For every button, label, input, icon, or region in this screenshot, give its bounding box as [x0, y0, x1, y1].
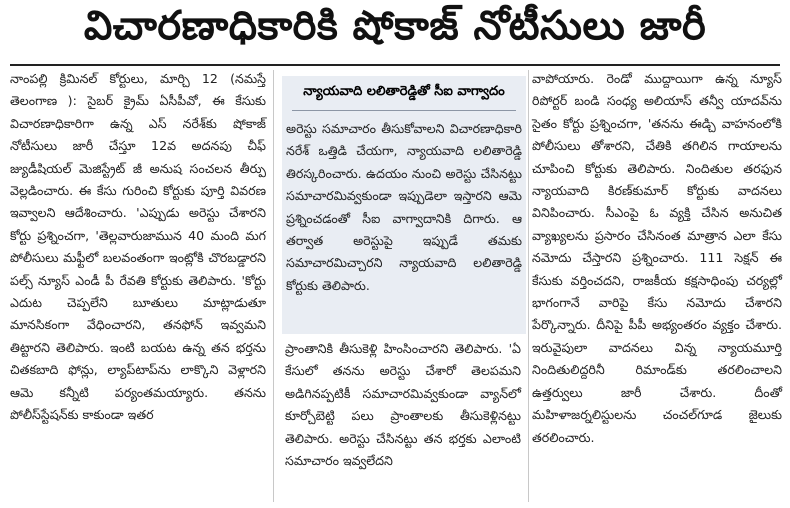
sidebar-title: న్యాయవాది లలితారెడ్డితో సీఐ వాగ్వాదం — [303, 84, 505, 99]
headline-rule — [10, 64, 780, 66]
sidebar-body — [286, 118, 522, 297]
column-divider — [273, 70, 274, 502]
column-3-text: వాపోయారు. రెండో ముద్దాయిగా ఉన్న న్యూస్ రిపోర్టర్ బండి సంధ్య అలియాస్ తన్వీ యాదవ్‌ను సైతం కోర్టు ప్రశ్నించగా, 'తనను ఈడ్చి వాహనంలోకి పోలీసులు తోశారని, చేతికి తగిలిన గాయాలను చూపించి కోర్టుకు తెలిపారు. నిందితుల తరఫున న్యాయవాది కిరణ్‌కుమార్ కోర్టుకు వాదనలు వినిపించారు. సీఎంపై ఓ వ్యక్తి చేసిన అనుచిత వ్యాఖ్యలను ప్రసారం చేసినంత మాత్రాన ఎలా కేసు నమోదు చేస్తారని ప్రశ్నించారు. 111 సెక్షన్ ఈ కేసుకు వర్తించదని, రాజకీయ కక్షసాధింపు చర్యల్లో భాగంగానే వారిపై కేసు నమోదు చేశారని పేర్కొన్నారు. దీనిపై పీపీ అభ్యంతరం వ్యక్తం చేశారు. ఇరువైపులా వాదనలు విన్న న్యాయమూర్తి నిందితులిద్దరినీ రిమాండ్‌కు తరలించాలని ఉత్తర్వులు జారీ చేశారు. దీంతో మహిళాజర్నలిస్టులను చంచల్‌గూడ జైలుకు తరలించారు. — [532, 71, 782, 445]
sidebar-text: అరెస్టు సమాచారం తీసుకోవాలని విచారణాధికారి నరేశ్ ఒత్తిడి చేయగా, న్యాయవాది లలితారెడ్డి తిరస్కరించారు. ఉదయం నుంచి అరెస్టు చేసినట్టు సమాచారమివ్వకుండా ఇప్పుడెలా ఇస్తారని ఆమె ప్రశ్నించడంతో సీఐ వాగ్వాదానికి దిగారు. ఆ తర్వాత అరెస్టుపై ఇప్పుడే తమకు సమాచారమిచ్చారని న్యాయవాది లలితారెడ్డి కోర్టుకు తెలిపారు. — [286, 121, 522, 293]
headline: విచారణాధికారికి షోకాజ్ నోటీసులు జారీ — [83, 3, 707, 49]
article-column-2 — [285, 338, 521, 472]
sidebar-rule — [292, 110, 516, 111]
article-column-1 — [10, 68, 266, 502]
column-divider — [528, 70, 529, 502]
column-1-text: నాంపల్లి క్రిమినల్ కోర్టులు, మార్చి 12 (నమస్తే తెలంగాణ ): సైబర్ క్రైమ్ ఏసీపీవో, ఈ కేసుకు విచారణాధికారిగా ఉన్న ఎస్ నరేశ్‌కు షోకాజ్ నోటీసులు జారీ చేస్తూ 12వ అదనపు చీఫ్ జ్యుడీషియల్ మెజిస్ట్రేట్ జీ అనుష సంచలన తీర్పు వెల్లడించారు. ఈ కేసు గురించి కోర్టుకు పూర్తి వివరణ ఇవ్వాలని ఆదేశించారు. 'ఎప్పుడు అరెస్టు చేశారని కోర్టు ప్రశ్నించగా, 'తెల్లవారుజామున 40 మంది మగ పోలీసులు మఫ్టీలో బలవంతంగా ఇంట్లోకి చొరబడ్డారని పల్స్ న్యూస్ ఎండీ పీ రేవతి కోర్టుకు తెలిపారు. 'కోర్టు ఎదుట చెప్పలేని బూతులు మాట్లాడుతూ మానసికంగా వేధించారని, తనఫోన్ ఇవ్వమని తిట్టారని తెలిపారు. ఇంటి బయట ఉన్న తన భర్తను చితకబాది ఫోన్లు, ల్యాప్‌టాప్‌ను లాక్కొని వెళ్లారని ఆమె కన్నీటి పర్యంతమయ్యారు. తనను పోలీస్‌స్టేషన్‌కు కాకుండా ఇతర — [10, 71, 266, 423]
article-column-3 — [532, 68, 782, 449]
column-2-text: ప్రాంతానికి తీసుకెళ్లి హింసించారని తెలిపారు. 'ఏ కేసులో తనను అరెస్టు చేశారో తెలపమని అడిగినప్పటికీ సమాచారమివ్వకుండా వ్యాన్‌లో కూర్చోబెట్టి పలు ప్రాంతాలకు తీసుకెళ్లినట్టు తెలిపారు. అరెస్టు చేసినట్టు తన భర్తకు ఎలాంటి సమాచారం ఇవ్వలేదని — [285, 341, 521, 469]
